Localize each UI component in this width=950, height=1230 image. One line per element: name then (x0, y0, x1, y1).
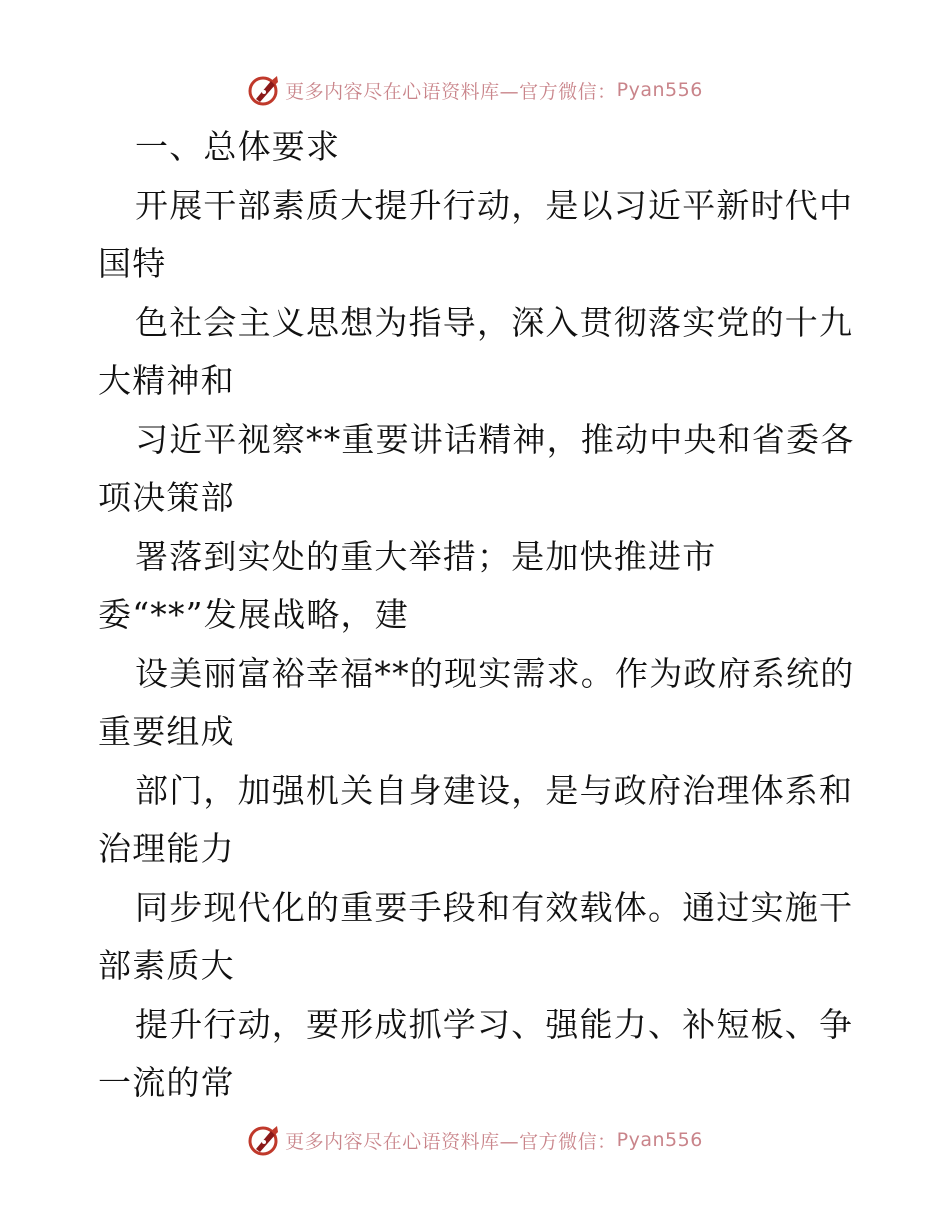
document-line: 部素质大 (98, 946, 235, 985)
document-line: 重要组成 (98, 712, 235, 751)
document-line: 一流的常 (98, 1063, 235, 1102)
document-line: 部门，加强机关自身建设，是与政府治理体系和 (135, 770, 854, 810)
document-line: 提升行动，要形成抓学习、强能力、补短板、争 (135, 1004, 854, 1044)
header-watermark (0, 70, 950, 110)
watermark-text: 更多内容尽在心语资料库—官方微信： (285, 80, 617, 103)
document-line: 开展干部素质大提升行动，是以习近平新时代中 (135, 185, 854, 225)
pen-nib-seal-icon (247, 73, 281, 107)
document-line: 设美丽富裕幸福**的现实需求。作为政府系统的 (135, 653, 855, 693)
document-line: 大精神和 (98, 361, 235, 400)
document-line: 项决策部 (98, 478, 235, 517)
watermark-text: 更多内容尽在心语资料库—官方微信： (285, 1130, 617, 1153)
watermark-wechat-id: Pyan556 (616, 1129, 703, 1151)
watermark-wechat-id: Pyan556 (616, 79, 703, 101)
document-line: 习近平视察**重要讲话精神，推动中央和省委各 (135, 419, 855, 459)
document-line: 色社会主义思想为指导，深入贯彻落实党的十九 (135, 302, 854, 342)
document-line: 一、总体要求 (135, 127, 341, 166)
pen-nib-seal-icon (247, 1123, 281, 1157)
document-body (98, 118, 858, 1113)
document-line: 治理能力 (98, 829, 235, 868)
document-line: 署落到实处的重大举措；是加快推进市 (135, 536, 717, 576)
document-line: 委“**”发展战略，建 (98, 595, 409, 634)
document-line: 同步现代化的重要手段和有效载体。通过实施干 (135, 887, 854, 927)
footer-watermark (0, 1120, 950, 1160)
document-line: 国特 (98, 244, 167, 283)
